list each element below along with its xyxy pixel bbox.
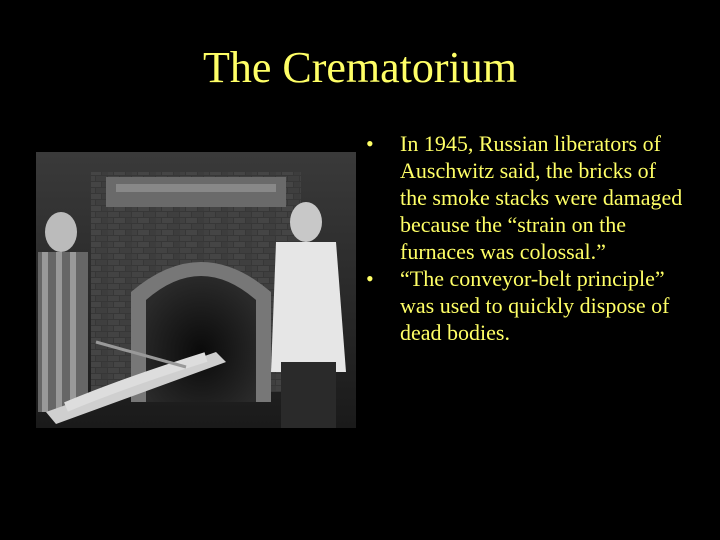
historical-photo	[36, 152, 356, 428]
bullet-item	[364, 265, 684, 346]
bullet-list	[364, 130, 684, 346]
bullet-marker: •	[366, 131, 374, 156]
bullet-text: “The conveyor-belt principle” was used to quickly dispose of dead bodies.	[400, 266, 670, 345]
bullet-text: In 1945, Russian liberators of Auschwitz said, the bricks of the smoke stacks were damaged because the “strain on the furnaces was colossal.”	[400, 131, 683, 264]
slide-title: The Crematorium	[202, 43, 517, 92]
bullet-item	[364, 130, 684, 265]
bullet-marker: •	[366, 266, 374, 291]
photo-illustration	[36, 152, 356, 428]
